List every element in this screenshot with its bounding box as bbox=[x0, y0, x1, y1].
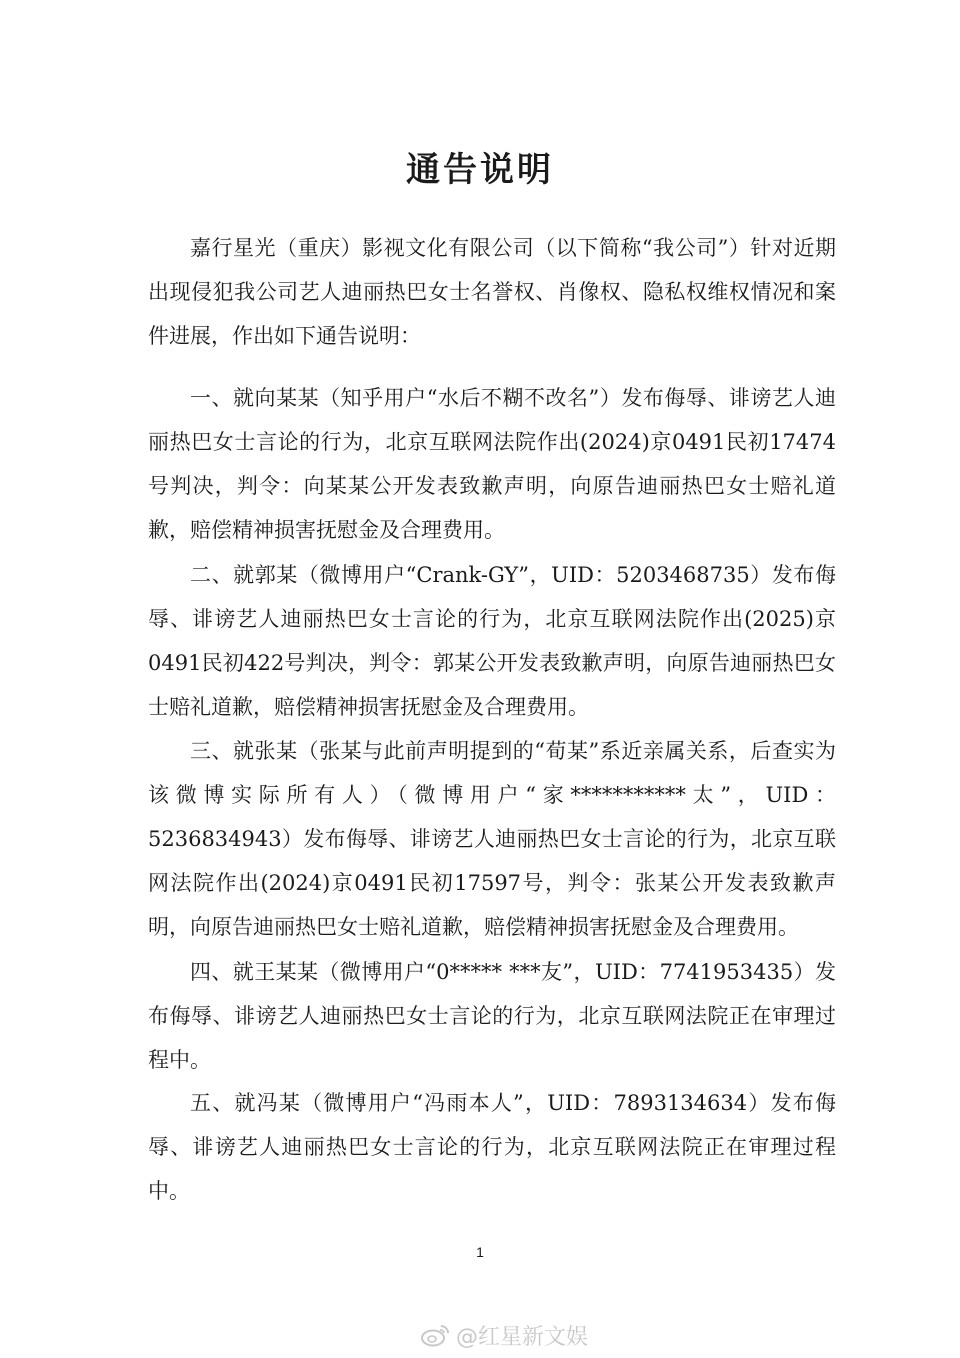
document-title: 通告说明 bbox=[406, 150, 554, 190]
intro-paragraph: 嘉行星光（重庆）影视文化有限公司（以下简称“我公司”）针对近期出现侵犯我公司艺人迪丽热巴女士名誉权、肖像权、隐私权维权情况和案件进展，作出如下通告说明： bbox=[148, 236, 836, 348]
item-paragraph-1: 一、就向某某（知乎用户“水后不糊不改名”）发布侮辱、诽谤艺人迪丽热巴女士言论的行为，北京互联网法院作出(2024)京0491民初17474号判决，判令：向某某公开发表致歉声明，向原告迪丽热巴女士赔礼道歉，赔偿精神损害抚慰金及合理费用。 bbox=[148, 386, 836, 542]
watermark bbox=[420, 1320, 588, 1350]
item-paragraph-3: 三、就张某（张某与此前声明提到的“荀某”系近亲属关系，后查实为该微博实际所有人）（微博用户“家***********太”，UID：5236834943）发布侮辱、诽谤艺人迪丽热巴女士言论的行为，北京互联网法院作出(2024)京0491民初17597号，判令：张某公开发表致歉声明，向原告迪丽热巴女士赔礼道歉，赔偿精神损害抚慰金及合理费用。 bbox=[148, 739, 836, 939]
watermark-text: @红星新文娱 bbox=[456, 1324, 589, 1350]
item-paragraph-2: 二、就郭某（微博用户“Crank-GY”，UID：5203468735）发布侮辱、诽谤艺人迪丽热巴女士言论的行为，北京互联网法院作出(2025)京0491民初422号判决，判令：郭某公开发表致歉声明，向原告迪丽热巴女士赔礼道歉，赔偿精神损害抚慰金及合理费用。 bbox=[148, 563, 836, 719]
weibo-logo-icon bbox=[420, 1323, 450, 1347]
item-paragraph-5: 五、就冯某（微博用户“冯雨本人”，UID：7893134634）发布侮辱、诽谤艺人迪丽热巴女士言论的行为，北京互联网法院正在审理过程中。 bbox=[148, 1091, 836, 1203]
item-paragraph-4: 四、就王某某（微博用户“0***** ***友”，UID：7741953435）发布侮辱、诽谤艺人迪丽热巴女士言论的行为，北京互联网法院正在审理过程中。 bbox=[148, 960, 836, 1072]
page-number: 1 bbox=[476, 1244, 484, 1260]
